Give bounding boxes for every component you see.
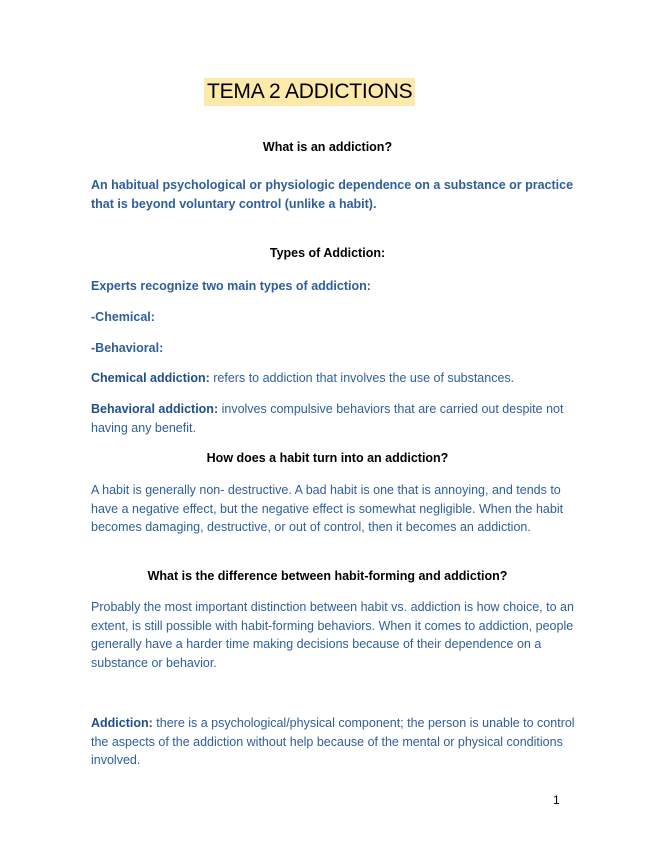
paragraph-habit-to-addiction [91,481,577,537]
addiction-label: Addiction: [91,716,153,730]
types-intro: Experts recognize two main types of addiction: [91,279,371,293]
page-number: 1 [553,793,560,807]
type-item-behavioral: -Behavioral: [91,341,164,355]
behavioral-addiction-text: involves compulsive behaviors that are carried out despite not having any benefit. [91,402,564,435]
behavioral-addiction-label: Behavioral addiction: [91,402,219,416]
heading-what-is-addiction: What is an addiction? [262,140,393,154]
chemical-addiction-text: refers to addiction that involves the use of substances. [213,371,515,385]
heading-types-of-addiction: Types of Addiction: [269,246,386,260]
paragraph-addiction-definition [91,176,577,213]
chemical-addiction-label: Chemical addiction: [91,371,210,385]
page-title: TEMA 2 ADDICTIONS [204,78,415,106]
paragraph-chemical-addiction [91,369,577,388]
paragraph-text: An habitual psychological or physiologic dependence on a substance or practice that is beyond voluntary control (unlike a habit). [91,178,574,211]
addiction-text: there is a psychological/physical component; the person is unable to control the aspects of the addiction without help because of the mental or physical conditions involved. [91,716,575,767]
paragraph-text: A habit is generally non- destructive. A bad habit is one that is annoying, and tends to have a negative effect, but the negative effect is somewhat negligible. When the habit becomes damaging, destructive, or out of control, then it becomes an addiction. [91,483,564,534]
paragraph-addiction-components [91,714,577,770]
type-item-chemical: -Chemical: [91,310,155,324]
paragraph-text: Probably the most important distinction between habit vs. addiction is how choice, to an extent, is still possible with habit-forming behaviors. When it comes to addiction, people generally have a harder time making decisions because of their dependence on a substance or behavior. [91,600,574,670]
heading-habit-to-addiction: How does a habit turn into an addiction? [206,451,449,465]
heading-habit-vs-addiction: What is the difference between habit-forming and addiction? [147,569,508,583]
paragraph-behavioral-addiction [91,400,577,437]
paragraph-habit-vs-addiction [91,598,577,672]
